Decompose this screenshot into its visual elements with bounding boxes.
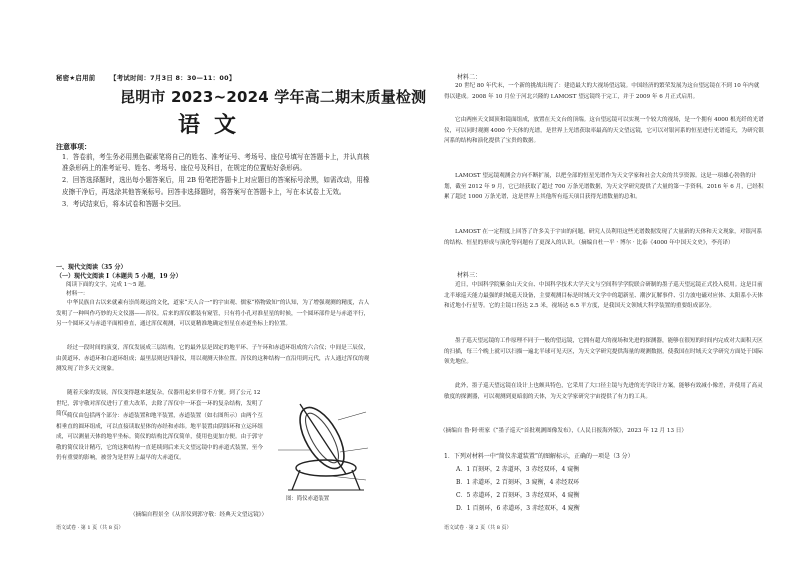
source-citation: （摘编自程景全《从浑仪到郭守敬：经典天文望远镜》）: [130, 512, 268, 518]
paragraph: LAMOST 望远镜观测会方向不断扩展，以把全部的恒星光谱作为天文学家和社会大众的共享资源。这是一项雄心勃勃的计划，截至 2012 年 9 月，它已经获取了超过 700 万条光谱数据，为天文学研究提供了大量的第一手资料。2016 年 6 月，已经积累了超过 1000 万条光谱，这是世界上其他所有巡天项目获得光谱数量的总和。: [444, 173, 764, 201]
source-citation: （摘编自 鲁·阿·班家《“墨子巡天”首批观测图像发布》，《人民日报海外版》，2023 年 12 月 13 日）: [440, 428, 687, 434]
paragraph: 20 世纪 80 年代末，一个新的挑战出现了：建造最大的大视场望远镜。中国经济的繁荣发展为这台望远镜在不到 10 年内就得以建成。2008 年 10 月位于河北兴隆的 LAMOST 望远镜终于完工，并于 2009 年 6 月正式启用。: [444, 83, 760, 100]
question-stem: 1．下列对材料一中“简仪赤道装置”的图解标示，正确的一项是（3 分）: [444, 453, 634, 460]
section-heading: 一、现代文阅读（35 分）: [56, 264, 127, 271]
option-b[interactable]: B．1 赤道环，2 百刻环，3 窥衡，4 赤经双环: [456, 479, 580, 486]
figure-caption: 图：简仪赤道装置: [286, 496, 330, 502]
exam-header: [56, 73, 236, 82]
paragraph: 简仪由包括两个部分：赤道装置和地平装置，赤道装置（如右图所示）由两个互相垂直的圆环组成，可以直接读取星体的赤经和赤纬。地平装置由阴纬环和立运环组成，可以测量天体的地平坐标。简仪的结构比浑仪简单，使用也更加方便。由于郭守敬的简仪设计精巧，它的这种结构一直延续到后来天文望远镜中的赤道式装置，至今仍有重要的影响，被誉为是世界上最早的大赤道仪。: [56, 413, 263, 462]
figure-leg: [292, 470, 300, 490]
paragraph: 中华民族自古以来就素有崇尚观远的文化，道家“天人合一”的宇宙观、儒家“格物致知”的认知，为了增强观测的精度，古人发明了一种叫作巧妙的天文仪器——浑仪。后来的浑仪都装有窥管，只有将小孔对准星星的时候，一个圆环部件是与赤道平行，另一个圆环又与赤道平面相垂直，通过浑仪观测，可以更精准地确定恒星在赤道坐标上的位置。: [56, 300, 370, 328]
subsection-heading: （一）现代文阅读 Ⅰ（本题共 5 小题，19 分）: [56, 273, 182, 280]
option-a[interactable]: A．1 百刻环，2 赤道环，3 赤经双环，4 窥衡: [456, 466, 580, 473]
material-label: 材料二：: [457, 74, 482, 81]
figure-label-line: [330, 476, 366, 480]
paragraph: 它由两座天文圆顶和镜面组成，放置在天文台的顶端。这台望远镜可以实现一个较大的视场，是一个拥有 4000 根光纤的光谱仪，可以同时观测 4000 个天体的光谱，是世界上光谱获取率最高的天文望远镜，它可以对银河系的恒星进行光谱巡天，为研究银河系的结构和演化提供了宝贵的数据。: [444, 117, 764, 145]
paragraph: 墨子巡天望远镜的工作原理不同于一般的望远镜，它拥有超大的视场和先进的探测器，能够在很短的时间内完成对大面积天区的扫描，每三个晚上就可以扫描一遍北半球可见天区，为天文学研究提供海量的观测数据，使我国在时域天文学研究方面处于国际领先地位。: [444, 338, 763, 366]
instruction-text: 阅读下面的文字，完成 1～5 题。: [66, 282, 150, 288]
note-item: 3．考试结束后，将本试卷和答题卡交回。: [62, 199, 185, 208]
armillary-figure: [270, 390, 374, 494]
note-item: 2．回答选择题时，选出每小题答案后，用 2B 铅笔把答题卡上对应题目的答案标号涂黑，如需改动，用橡皮擦干净后，再选涂其他答案标号。回答非选择题时，将答案写在答题卡上，写在本试卷上无效。: [62, 176, 370, 196]
note-item: 1．答卷前，考生务必用黑色碳素笔将自己的姓名、准考证号、考场号、座位号填写在答题卡上，并认真核准条形码上的准考证号、姓名、考场号、座位号及科目，在规定的位置贴好条形码。: [62, 153, 370, 173]
notes-list: [62, 152, 374, 211]
paragraph: 随着天象的发展，浑仪变得越来越复杂，仪器用起来非常不方便。到了公元 12 世纪，郭守敬对浑仪进行了重大改革，去除了浑仪中一环套一环的复杂结构，发明了简仪。: [56, 390, 263, 418]
paragraph: LAMOST 在一定程度上回答了许多关于宇宙的问题，研究人员利用这些光谱数据发现了大量新的天体和天文现象，对银河系的结构、恒星的形成与演化等问题有了更深入的认识。（摘编自杜一平 · 博尔 · 比泰《4000 年中国天文史》，李亮译）: [444, 229, 763, 246]
material-label: 材料三：: [457, 272, 482, 279]
exam-time: 【考试时间：7月3日 8：30—11：00】: [110, 74, 236, 82]
page-footer: 语文试卷 · 第 1 页（共 8 页）: [56, 525, 124, 531]
page-footer: 语文试卷 · 第 2 页（共 8 页）: [444, 525, 512, 531]
paragraph: 此外，墨子巡天望远镜在设计上也颇具特色，它采用了大口径主镜与先进的光学设计方案，能够有效减小像差，并使用了高灵敏度的探测器，可以观测到更暗弱的天体，为天文学家研究宇宙提供了有力的工具。: [444, 383, 763, 400]
figure-label-line: [338, 412, 366, 420]
paragraph: 近日，中国科学院紫金山天文台、中国科学技术大学天文与空间科学学院联合研制的墨子巡天望远镜正式投入使用。这是目前北半球巡天能力最强的时域巡天设备，主要观测目标是时域天文学中的超新星、潮汐瓦解事件、引力波电磁对应体、太阳系小天体和近地小行星等。它的主镜口径达 2.5 米，视场达 6.5 平方度，是我国天文领域大科学装置的重要组成部分。: [444, 282, 763, 310]
notes-title: 注意事项：: [56, 142, 91, 151]
option-d[interactable]: D．1 百刻环，6 赤道环，3 赤经双环，4 窥衡: [456, 505, 580, 512]
material-label: 材料一：: [66, 291, 89, 297]
paragraph: 经过一段时间的演变，浑仪发展成三层结构，它的最外层是固定的地平环、子午环和赤道环组成的六合仪；中间是三辰仪，由黄道环、赤道环和白道环组成；最里层则是四游仪，用以观测天体位置。浑仪的这种结构一直沿用到元代，古人通过浑仪的观测发现了许多天文现象。: [56, 345, 370, 373]
figure-leg: [352, 470, 360, 490]
page-title: 昆明市 2023~2024 学年高二期末质量检测: [120, 88, 427, 106]
figure-ring: [296, 460, 356, 476]
option-c[interactable]: C．5 赤道环，2 百刻环，3 赤经双环，4 窥衡: [456, 492, 580, 499]
subject-title: 语文: [178, 112, 251, 138]
secret-label: 秘密★启用前: [56, 74, 96, 82]
